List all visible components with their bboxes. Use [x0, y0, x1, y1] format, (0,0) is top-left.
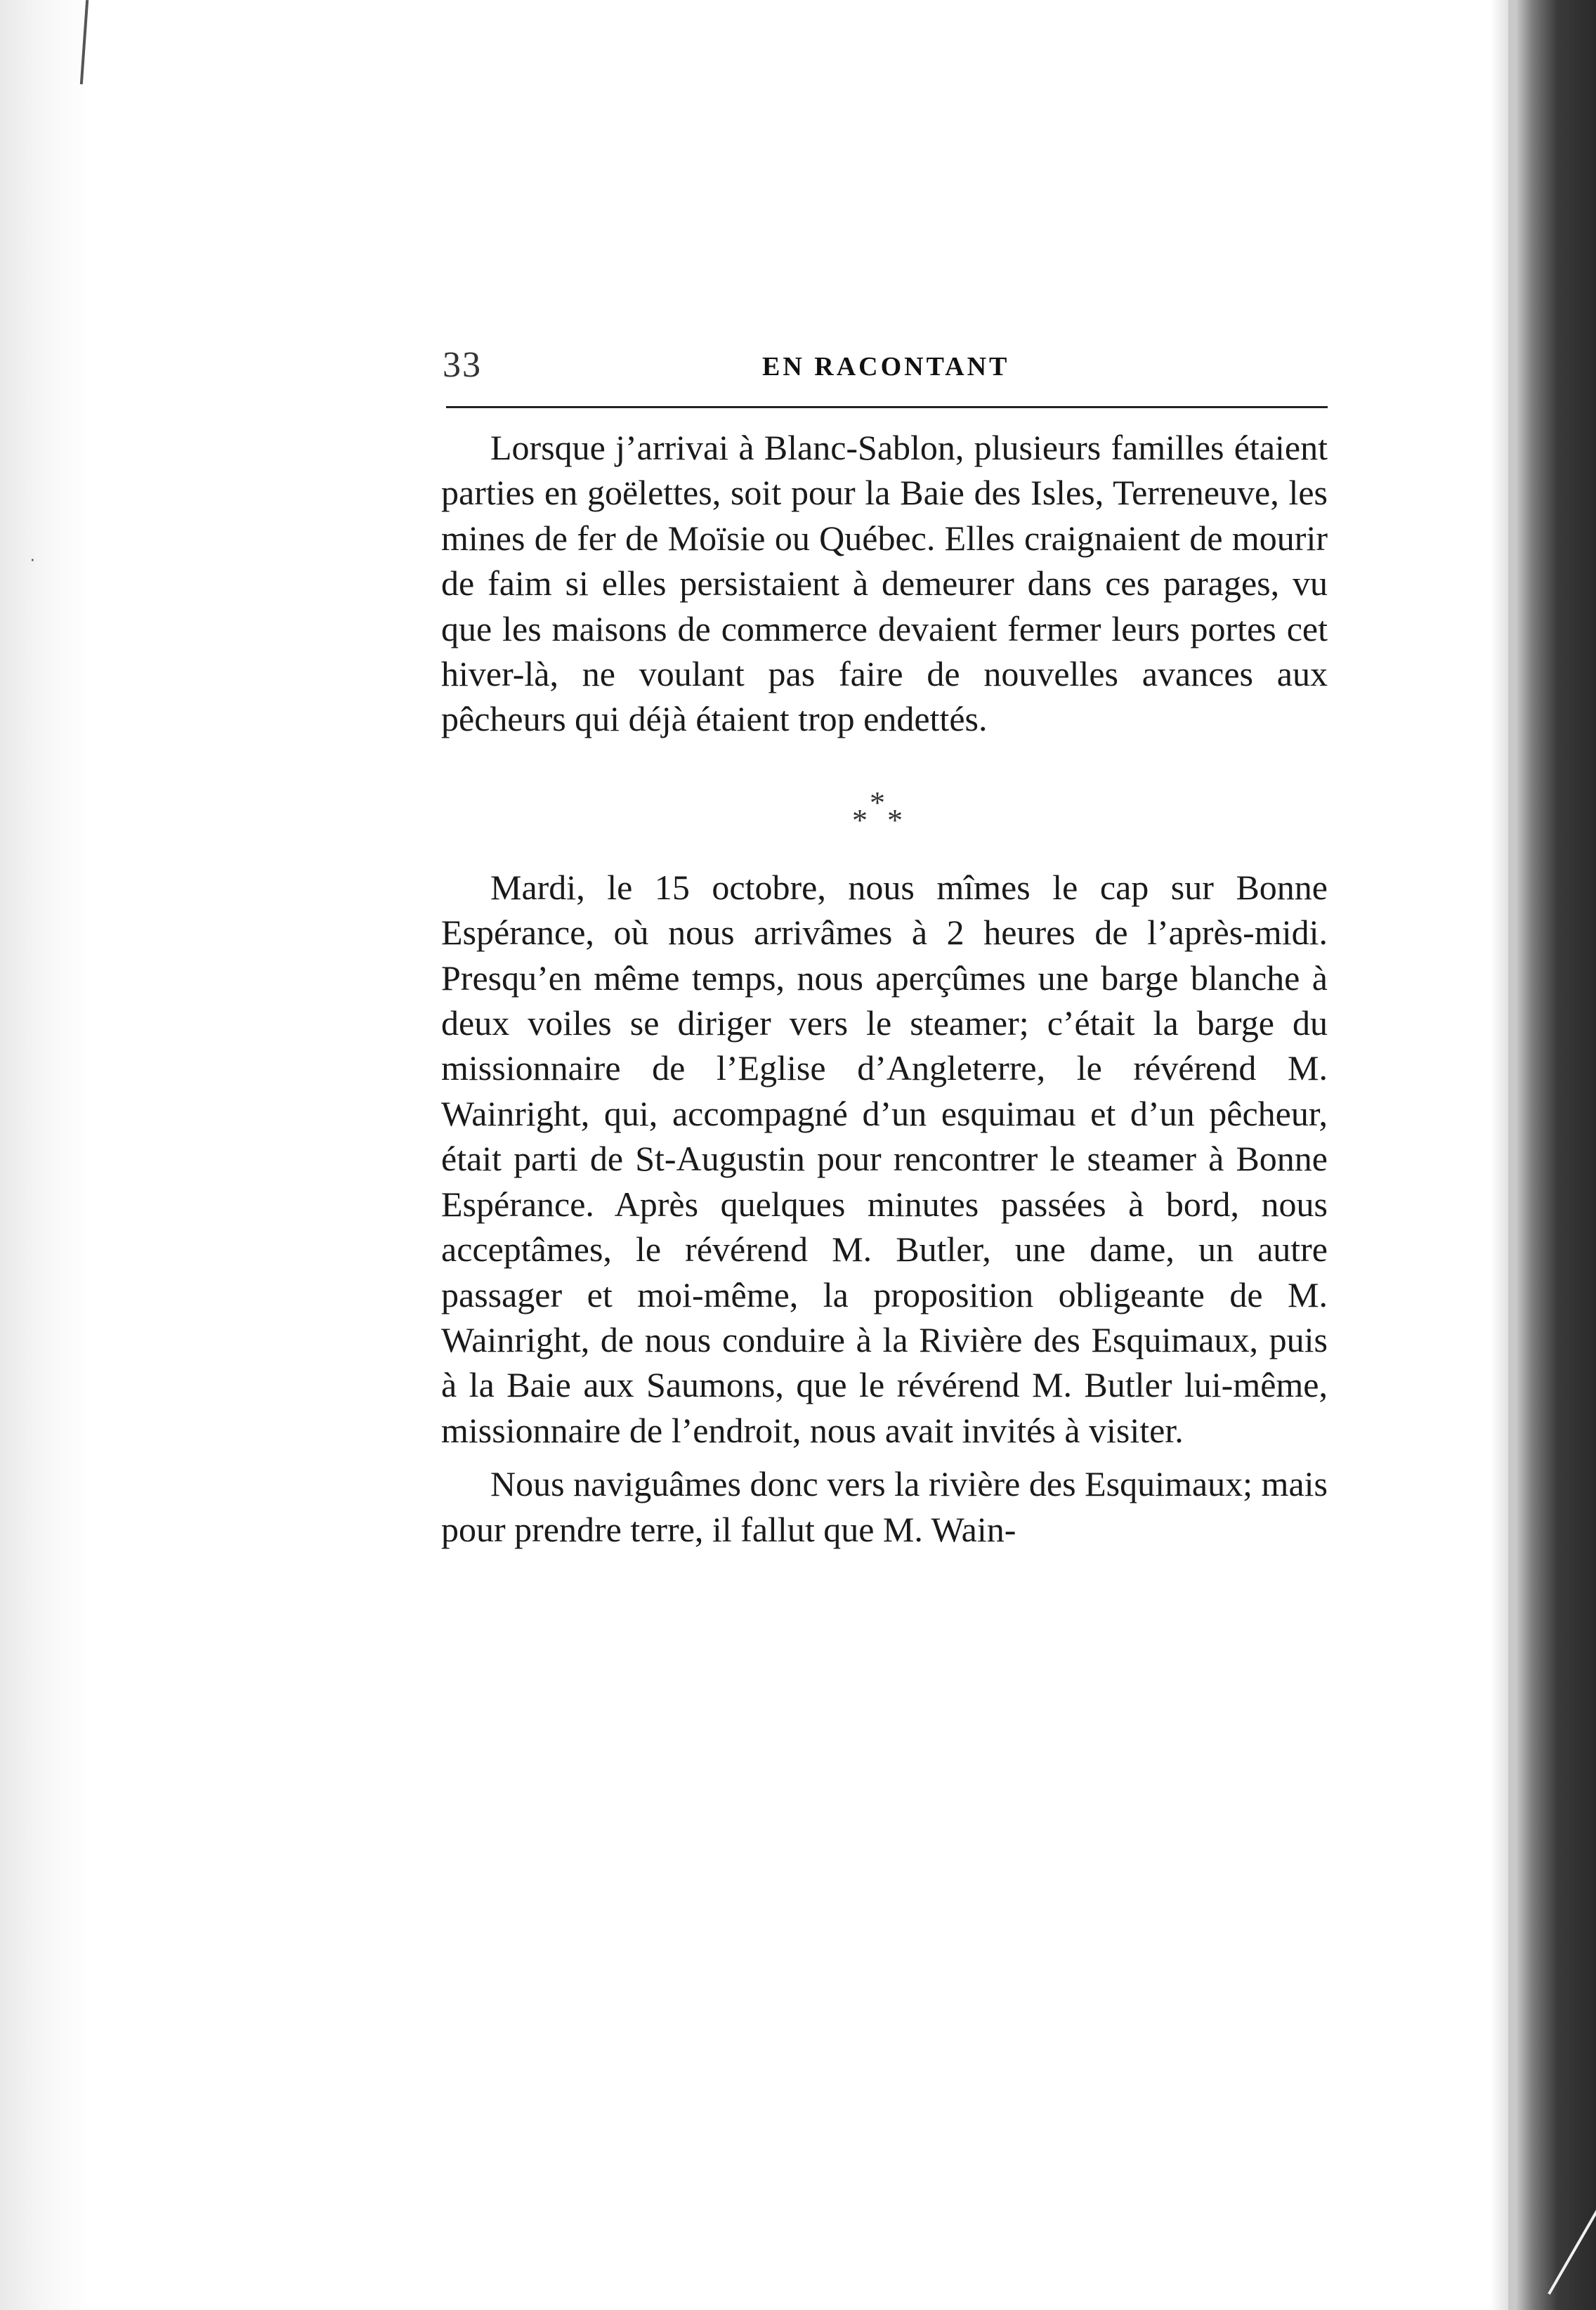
page-number: 33 — [443, 345, 482, 385]
paragraph-1: Lorsque j’arrivai à Blanc-Sablon, plusieurs familles étaient parties en goëlettes, soit pour la Baie des Isles, Terreneuve, les mines de fer de Moïsie ou Québec. Elles craignaient de mourir de faim si elles persistaient à demeurer dans ces parages, vu que les maisons de commerce devaient fermer leurs portes cet hiver-là, ne voulant pas faire de nouvelles avances aux pêcheurs qui déjà étaient trop endettés. — [441, 428, 1328, 739]
scan-edge-left — [0, 0, 91, 2310]
section-separator — [441, 742, 1328, 865]
paragraph-3: Nous naviguâmes donc vers la rivière des Esquimaux; mais pour prendre terre, il fallut que M. Wain- — [441, 1464, 1328, 1549]
margin-mark: · — [30, 548, 36, 569]
book-edge-right — [1491, 0, 1596, 2310]
book-edge-inner — [1508, 0, 1515, 2310]
body-text — [441, 425, 1328, 1552]
separator-star-top: * — [870, 785, 885, 820]
page-header — [443, 344, 1321, 393]
header-rule — [446, 406, 1328, 408]
separator-star-left: * — [852, 802, 868, 837]
separator-star-right: * — [887, 802, 903, 837]
running-title: EN RACONTANT — [762, 352, 1010, 381]
paragraph-2: Mardi, le 15 octobre, nous mîmes le cap sur Bonne Espérance, où nous arrivâmes à 2 heures de l’après-midi. Presqu’en même temps, nous aperçûmes une barge blanche à deux voiles se diriger vers le steamer; c’était la barge du missionnaire de l’Eglise d’Angleterre, le révérend M. Wainright, qui, accompagné d’un esquimau et d’un pêcheur, était parti de St-Augustin pour rencontrer le steamer à Bonne Espérance. Après quelques minutes passées à bord, nous acceptâmes, le révérend M. Butler, une dame, un autre passager et moi-même, la proposition obligeante de M. Wainright, de nous conduire à la Rivière des Esquimaux, puis à la Baie aux Saumons, que le révérend M. Butler lui-même, missionnaire de l’endroit, nous avait invités à visiter. — [441, 867, 1328, 1450]
